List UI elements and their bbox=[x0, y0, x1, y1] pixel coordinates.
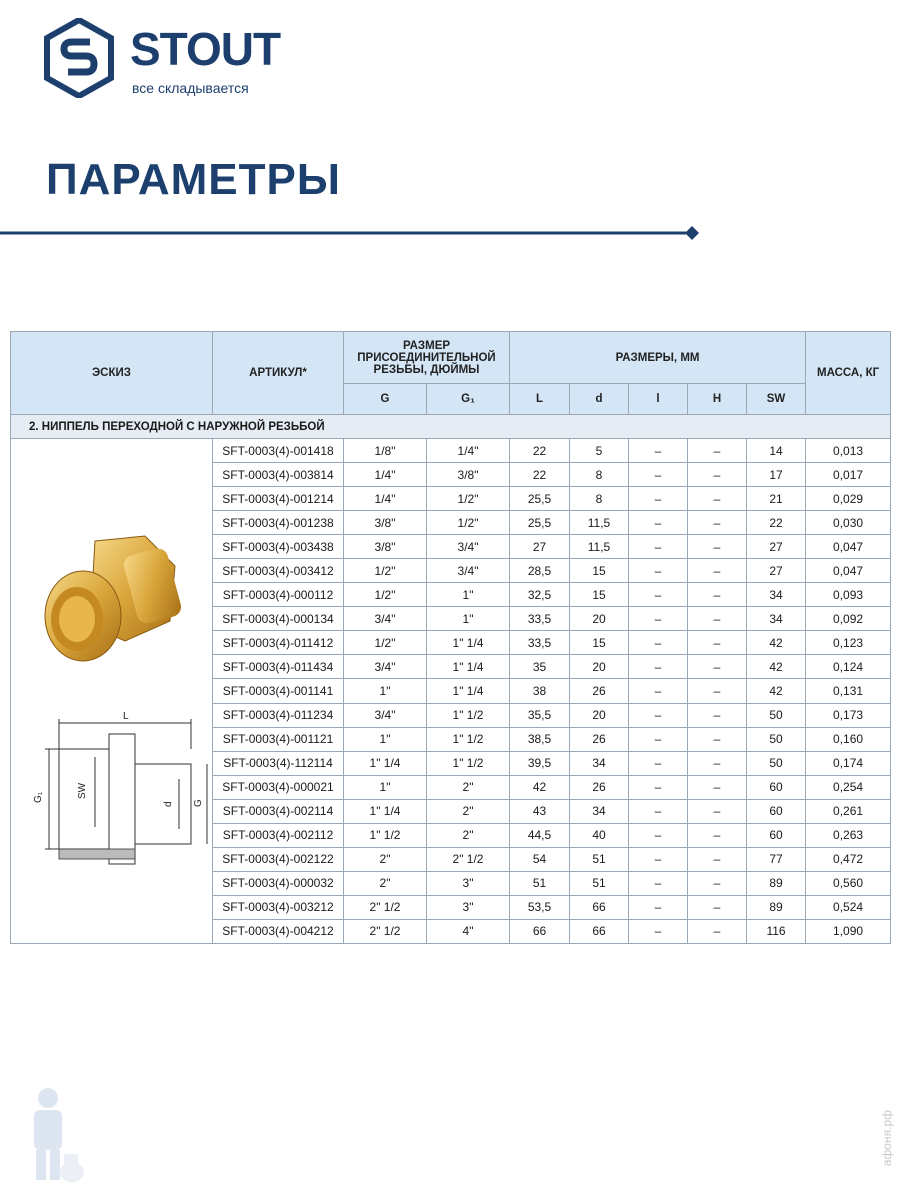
cell-mass: 0,047 bbox=[806, 559, 891, 583]
cell-l-length: 35,5 bbox=[510, 703, 570, 727]
cell-l-length: 51 bbox=[510, 871, 570, 895]
cell-l: – bbox=[629, 775, 688, 799]
label-L: L bbox=[123, 711, 129, 722]
label-SW: SW bbox=[77, 782, 88, 799]
cell-sw: 27 bbox=[747, 535, 806, 559]
sketch-cell bbox=[11, 439, 213, 944]
cell-d: 8 bbox=[570, 487, 629, 511]
cell-mass: 0,093 bbox=[806, 583, 891, 607]
cell-g1: 1" 1/4 bbox=[427, 655, 510, 679]
cell-mass: 0,472 bbox=[806, 847, 891, 871]
cell-article: SFT-0003(4)-000134 bbox=[213, 607, 344, 631]
cell-g1: 1" 1/2 bbox=[427, 703, 510, 727]
cell-h: – bbox=[688, 799, 747, 823]
subheader-h: H bbox=[688, 384, 747, 415]
cell-g1: 1" 1/4 bbox=[427, 679, 510, 703]
header-article: АРТИКУЛ* bbox=[213, 332, 344, 415]
cell-article: SFT-0003(4)-003814 bbox=[213, 463, 344, 487]
cell-h: – bbox=[688, 535, 747, 559]
watermark-text: афоня.рф bbox=[880, 1110, 894, 1167]
cell-article: SFT-0003(4)-003212 bbox=[213, 895, 344, 919]
cell-h: – bbox=[688, 847, 747, 871]
cell-l-length: 54 bbox=[510, 847, 570, 871]
cell-l-length: 27 bbox=[510, 535, 570, 559]
cell-g1: 3" bbox=[427, 871, 510, 895]
cell-g1: 1" 1/2 bbox=[427, 727, 510, 751]
cell-h: – bbox=[688, 487, 747, 511]
cell-sw: 42 bbox=[747, 655, 806, 679]
cell-l: – bbox=[629, 679, 688, 703]
cell-d: 51 bbox=[570, 847, 629, 871]
header-thread-size: РАЗМЕР ПРИСОЕДИНИТЕЛЬНОЙ РЕЗЬБЫ, ДЮЙМЫ bbox=[344, 332, 510, 384]
cell-l: – bbox=[629, 655, 688, 679]
cell-l: – bbox=[629, 559, 688, 583]
stout-logo-icon bbox=[44, 18, 114, 98]
cell-l: – bbox=[629, 487, 688, 511]
cell-l-length: 25,5 bbox=[510, 487, 570, 511]
cell-h: – bbox=[688, 751, 747, 775]
cell-l: – bbox=[629, 631, 688, 655]
cell-l: – bbox=[629, 463, 688, 487]
cell-article: SFT-0003(4)-001214 bbox=[213, 487, 344, 511]
cell-g1: 1/2" bbox=[427, 487, 510, 511]
cell-sw: 60 bbox=[747, 823, 806, 847]
cell-sw: 42 bbox=[747, 679, 806, 703]
cell-mass: 0,560 bbox=[806, 871, 891, 895]
header-mass: МАССА, КГ bbox=[806, 332, 891, 415]
cell-g1: 1" bbox=[427, 583, 510, 607]
cell-l-length: 38 bbox=[510, 679, 570, 703]
cell-h: – bbox=[688, 463, 747, 487]
cell-g: 1/2" bbox=[344, 583, 427, 607]
subheader-sw: SW bbox=[747, 384, 806, 415]
cell-l-length: 66 bbox=[510, 919, 570, 943]
cell-l: – bbox=[629, 847, 688, 871]
cell-article: SFT-0003(4)-001238 bbox=[213, 511, 344, 535]
cell-l-length: 22 bbox=[510, 439, 570, 463]
cell-l: – bbox=[629, 727, 688, 751]
cell-l-length: 38,5 bbox=[510, 727, 570, 751]
cell-article: SFT-0003(4)-002114 bbox=[213, 799, 344, 823]
cell-d: 34 bbox=[570, 751, 629, 775]
cell-mass: 0,160 bbox=[806, 727, 891, 751]
cell-g1: 4" bbox=[427, 919, 510, 943]
cell-article: SFT-0003(4)-002122 bbox=[213, 847, 344, 871]
cell-l: – bbox=[629, 871, 688, 895]
cell-g: 1" bbox=[344, 775, 427, 799]
cell-mass: 0,124 bbox=[806, 655, 891, 679]
cell-mass: 0,013 bbox=[806, 439, 891, 463]
cell-mass: 0,029 bbox=[806, 487, 891, 511]
cell-d: 8 bbox=[570, 463, 629, 487]
cell-sw: 89 bbox=[747, 871, 806, 895]
cell-sw: 60 bbox=[747, 799, 806, 823]
table-row bbox=[11, 439, 891, 463]
cell-d: 15 bbox=[570, 559, 629, 583]
cell-h: – bbox=[688, 871, 747, 895]
brand-name: STOUT bbox=[130, 23, 281, 75]
label-d: d bbox=[163, 801, 174, 807]
cell-mass: 0,047 bbox=[806, 535, 891, 559]
cell-g: 1" 1/4 bbox=[344, 799, 427, 823]
cell-g1: 3/4" bbox=[427, 559, 510, 583]
cell-mass: 0,030 bbox=[806, 511, 891, 535]
cell-sw: 89 bbox=[747, 895, 806, 919]
cell-g: 3/8" bbox=[344, 511, 427, 535]
cell-g: 2" bbox=[344, 871, 427, 895]
section-title: 2. НИППЕЛЬ ПЕРЕХОДНОЙ С НАРУЖНОЙ РЕЗЬБОЙ bbox=[11, 415, 891, 439]
cell-d: 20 bbox=[570, 703, 629, 727]
cell-d: 20 bbox=[570, 655, 629, 679]
cell-l: – bbox=[629, 919, 688, 943]
cell-l: – bbox=[629, 799, 688, 823]
cell-h: – bbox=[688, 559, 747, 583]
cell-g1: 3/8" bbox=[427, 463, 510, 487]
subheader-g1: G₁ bbox=[427, 384, 510, 415]
cell-g: 2" bbox=[344, 847, 427, 871]
cell-article: SFT-0003(4)-002112 bbox=[213, 823, 344, 847]
cell-g1: 3/4" bbox=[427, 535, 510, 559]
cell-g: 1/8" bbox=[344, 439, 427, 463]
cell-g1: 1" 1/2 bbox=[427, 751, 510, 775]
cell-g: 1/4" bbox=[344, 463, 427, 487]
cell-g1: 1/2" bbox=[427, 511, 510, 535]
label-G: G bbox=[193, 799, 204, 807]
cell-h: – bbox=[688, 655, 747, 679]
cell-article: SFT-0003(4)-011234 bbox=[213, 703, 344, 727]
cell-d: 34 bbox=[570, 799, 629, 823]
cell-g: 1" 1/4 bbox=[344, 751, 427, 775]
cell-g1: 2" bbox=[427, 799, 510, 823]
cell-g: 1" bbox=[344, 679, 427, 703]
cell-g: 1" 1/2 bbox=[344, 823, 427, 847]
cell-d: 5 bbox=[570, 439, 629, 463]
cell-mass: 0,174 bbox=[806, 751, 891, 775]
cell-g1: 2" bbox=[427, 775, 510, 799]
cell-sw: 50 bbox=[747, 727, 806, 751]
cell-g1: 2" 1/2 bbox=[427, 847, 510, 871]
cell-l-length: 53,5 bbox=[510, 895, 570, 919]
header-sketch: ЭСКИЗ bbox=[11, 332, 213, 415]
cell-l-length: 43 bbox=[510, 799, 570, 823]
parameters-table bbox=[10, 331, 891, 944]
cell-sw: 50 bbox=[747, 751, 806, 775]
cell-d: 11,5 bbox=[570, 535, 629, 559]
cell-sw: 50 bbox=[747, 703, 806, 727]
cell-g: 3/4" bbox=[344, 655, 427, 679]
cell-h: – bbox=[688, 895, 747, 919]
cell-mass: 0,263 bbox=[806, 823, 891, 847]
cell-l: – bbox=[629, 895, 688, 919]
cell-d: 26 bbox=[570, 727, 629, 751]
cell-sw: 34 bbox=[747, 583, 806, 607]
cell-mass: 1,090 bbox=[806, 919, 891, 943]
cell-article: SFT-0003(4)-112114 bbox=[213, 751, 344, 775]
cell-h: – bbox=[688, 919, 747, 943]
cell-l: – bbox=[629, 823, 688, 847]
cell-l-length: 28,5 bbox=[510, 559, 570, 583]
cell-l-length: 44,5 bbox=[510, 823, 570, 847]
cell-g: 2" 1/2 bbox=[344, 919, 427, 943]
cell-article: SFT-0003(4)-003412 bbox=[213, 559, 344, 583]
cell-mass: 0,254 bbox=[806, 775, 891, 799]
cell-g: 1/4" bbox=[344, 487, 427, 511]
title-divider bbox=[0, 226, 700, 240]
cell-l-length: 35 bbox=[510, 655, 570, 679]
header-dimensions: РАЗМЕРЫ, ММ bbox=[510, 332, 806, 384]
cell-d: 15 bbox=[570, 631, 629, 655]
cell-article: SFT-0003(4)-001141 bbox=[213, 679, 344, 703]
cell-g: 3/8" bbox=[344, 535, 427, 559]
cell-l-length: 25,5 bbox=[510, 511, 570, 535]
cell-g: 2" 1/2 bbox=[344, 895, 427, 919]
cell-h: – bbox=[688, 727, 747, 751]
cell-h: – bbox=[688, 823, 747, 847]
subheader-l: l bbox=[629, 384, 688, 415]
plumber-mascot-icon bbox=[8, 1082, 88, 1192]
cell-g1: 1" bbox=[427, 607, 510, 631]
cell-l-length: 33,5 bbox=[510, 631, 570, 655]
cell-sw: 14 bbox=[747, 439, 806, 463]
cell-d: 66 bbox=[570, 895, 629, 919]
subheader-d: d bbox=[570, 384, 629, 415]
cell-article: SFT-0003(4)-001121 bbox=[213, 727, 344, 751]
technical-drawing bbox=[19, 709, 209, 869]
cell-l-length: 39,5 bbox=[510, 751, 570, 775]
cell-sw: 77 bbox=[747, 847, 806, 871]
cell-h: – bbox=[688, 703, 747, 727]
cell-h: – bbox=[688, 583, 747, 607]
cell-h: – bbox=[688, 511, 747, 535]
cell-article: SFT-0003(4)-000032 bbox=[213, 871, 344, 895]
cell-sw: 116 bbox=[747, 919, 806, 943]
cell-article: SFT-0003(4)-011434 bbox=[213, 655, 344, 679]
cell-l: – bbox=[629, 751, 688, 775]
cell-h: – bbox=[688, 439, 747, 463]
cell-mass: 0,131 bbox=[806, 679, 891, 703]
cell-d: 66 bbox=[570, 919, 629, 943]
cell-sw: 60 bbox=[747, 775, 806, 799]
cell-g1: 1/4" bbox=[427, 439, 510, 463]
cell-g: 1" bbox=[344, 727, 427, 751]
cell-g: 3/4" bbox=[344, 703, 427, 727]
cell-article: SFT-0003(4)-000021 bbox=[213, 775, 344, 799]
cell-d: 40 bbox=[570, 823, 629, 847]
cell-g1: 3" bbox=[427, 895, 510, 919]
cell-l-length: 32,5 bbox=[510, 583, 570, 607]
cell-mass: 0,173 bbox=[806, 703, 891, 727]
cell-l: – bbox=[629, 439, 688, 463]
cell-l: – bbox=[629, 535, 688, 559]
nipple-fitting-photo bbox=[35, 531, 185, 671]
cell-l: – bbox=[629, 583, 688, 607]
subheader-l-length: L bbox=[510, 384, 570, 415]
cell-sw: 42 bbox=[747, 631, 806, 655]
cell-h: – bbox=[688, 775, 747, 799]
cell-d: 51 bbox=[570, 871, 629, 895]
cell-article: SFT-0003(4)-000112 bbox=[213, 583, 344, 607]
brand-tagline: все складывается bbox=[132, 80, 249, 96]
cell-g: 1/2" bbox=[344, 559, 427, 583]
cell-g: 1/2" bbox=[344, 631, 427, 655]
cell-article: SFT-0003(4)-001418 bbox=[213, 439, 344, 463]
cell-h: – bbox=[688, 679, 747, 703]
cell-l-length: 33,5 bbox=[510, 607, 570, 631]
cell-mass: 0,092 bbox=[806, 607, 891, 631]
cell-article: SFT-0003(4)-003438 bbox=[213, 535, 344, 559]
cell-sw: 22 bbox=[747, 511, 806, 535]
cell-mass: 0,123 bbox=[806, 631, 891, 655]
cell-g: 3/4" bbox=[344, 607, 427, 631]
cell-d: 26 bbox=[570, 679, 629, 703]
cell-h: – bbox=[688, 631, 747, 655]
cell-sw: 21 bbox=[747, 487, 806, 511]
cell-sw: 34 bbox=[747, 607, 806, 631]
cell-l: – bbox=[629, 703, 688, 727]
cell-mass: 0,261 bbox=[806, 799, 891, 823]
cell-d: 20 bbox=[570, 607, 629, 631]
label-G1: G₁ bbox=[33, 791, 44, 803]
cell-sw: 17 bbox=[747, 463, 806, 487]
cell-l-length: 22 bbox=[510, 463, 570, 487]
cell-l: – bbox=[629, 511, 688, 535]
cell-d: 15 bbox=[570, 583, 629, 607]
cell-mass: 0,017 bbox=[806, 463, 891, 487]
cell-article: SFT-0003(4)-004212 bbox=[213, 919, 344, 943]
cell-d: 11,5 bbox=[570, 511, 629, 535]
cell-l: – bbox=[629, 607, 688, 631]
cell-l-length: 42 bbox=[510, 775, 570, 799]
cell-article: SFT-0003(4)-011412 bbox=[213, 631, 344, 655]
cell-sw: 27 bbox=[747, 559, 806, 583]
subheader-g: G bbox=[344, 384, 427, 415]
cell-d: 26 bbox=[570, 775, 629, 799]
cell-mass: 0,524 bbox=[806, 895, 891, 919]
cell-g1: 1" 1/4 bbox=[427, 631, 510, 655]
cell-g1: 2" bbox=[427, 823, 510, 847]
page-title: ПАРАМЕТРЫ bbox=[46, 155, 341, 204]
cell-h: – bbox=[688, 607, 747, 631]
